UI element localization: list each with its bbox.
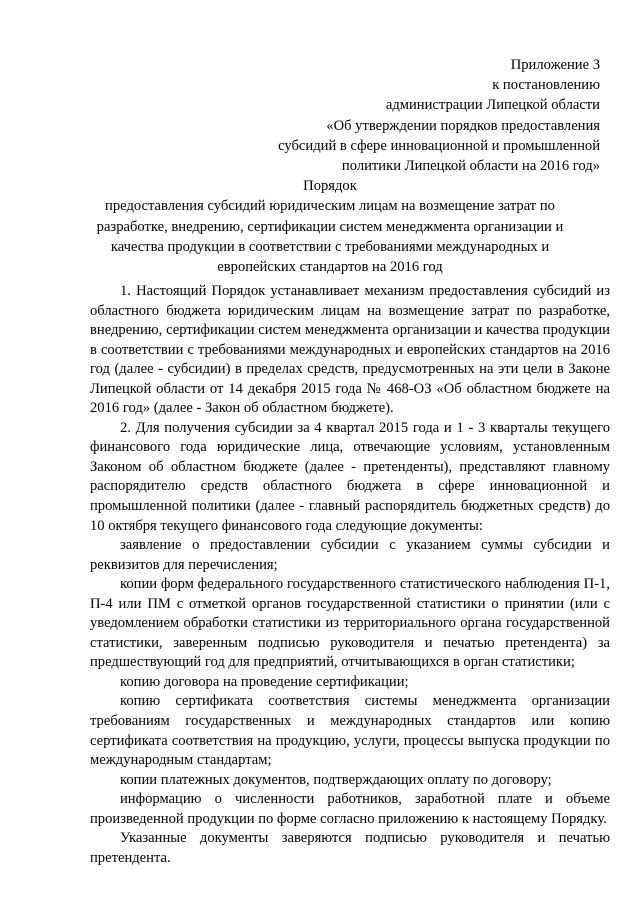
- title-line: европейских стандартов на 2016 год: [217, 259, 443, 276]
- title-heading: Порядок: [303, 178, 357, 194]
- body-paragraph: копии форм федерального государственного статистического наблюдения П-1, П-4 или ПМ с отметкой органов государственной статистики о принятии (или с уведомлением обработки статистики из территориального органа государственной статистики, заверенным подписью руководителя и печатью претендента) за предшествующий год для предприятий, отчитывающихся в орган статистики;: [90, 576, 610, 671]
- body-paragraph: копию договора на проведение сертификации;: [120, 673, 409, 690]
- body-paragraph: Указанные документы заверяются подписью руководителя и печатью претендента.: [90, 830, 610, 866]
- document-body: [90, 282, 610, 868]
- title-line: разработке, внедрению, сертификации систем менеджмента организации и: [96, 218, 564, 235]
- body-paragraph: заявление о предоставлении субсидии с указанием суммы субсидии и реквизитов для перечисления;: [90, 537, 610, 573]
- title-line: предоставления субсидий юридическим лицам на возмещение затрат по: [105, 198, 555, 215]
- body-paragraph: 2. Для получения субсидии за 4 квартал 2015 года и 1 - 3 кварталы текущего финансового года юридические лица, отвечающие условиям, установленным Законом об областном бюджете (далее - претенденты), представляют главному распорядителю средств областного бюджета в сфере инновационной и промышленной политики (далее - главный распорядитель бюджетных средств) до 10 октября текущего финансового года следующие документы:: [90, 419, 610, 534]
- title-line: качества продукции в соответствии с требованиями международных и: [110, 238, 550, 255]
- appendix-header: [180, 55, 600, 176]
- appendix-line: «Об утверждении порядков предоставления: [326, 117, 600, 134]
- appendix-line: политики Липецкой области на 2016 год»: [341, 158, 600, 175]
- appendix-line: Приложение 3: [510, 57, 600, 73]
- document-title: [90, 176, 570, 277]
- appendix-line: субсидий в сфере инновационной и промышленной: [278, 137, 600, 154]
- body-paragraph: 1. Настоящий Порядок устанавливает механизм предоставления субсидий из областного бюджета юридическим лицам на возмещение затрат по разработке, внедрению, сертификации систем менеджмента организации и качества продукции в соответствии с требованиями международных и европейских стандартов на 2016 год (далее - субсидии) в пределах средств, предусмотренных на эти цели в Законе Липецкой области от 14 декабря 2015 года № 468-ОЗ «Об областном бюджете на 2016 год» (далее - Закон об областном бюджете).: [90, 283, 610, 417]
- appendix-line: администрации Липецкой области: [385, 97, 600, 114]
- appendix-line: к постановлению: [492, 77, 600, 94]
- body-paragraph: копии платежных документов, подтверждающих оплату по договору;: [120, 771, 552, 788]
- body-paragraph: копию сертификата соответствия системы менеджмента организации требованиям государственных и международных стандартов или копию сертификата соответствия на продукцию, услуги, процессы выпуска продукции по международным стандартам;: [90, 693, 610, 769]
- body-paragraph: информацию о численности работников, заработной плате и объеме произведенной продукции по форме согласно приложению к настоящему Порядку.: [90, 791, 610, 827]
